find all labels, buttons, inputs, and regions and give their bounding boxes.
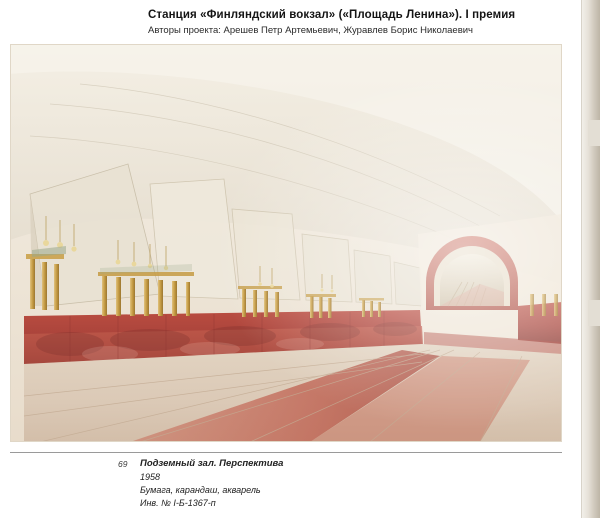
- caption-inventory: Инв. № I-Б-1367-п: [140, 497, 216, 508]
- page-edge-mark: [588, 120, 600, 146]
- caption-title: Подземный зал. Перспектива: [140, 458, 284, 469]
- artwork-plate: [10, 44, 562, 442]
- page-edge-mark: [588, 300, 600, 326]
- page-subtitle: Авторы проекта: Арешев Петр Артемьевич, Журавлев Борис Николаевич: [148, 25, 473, 37]
- caption-year: 1958: [140, 471, 161, 482]
- caption-block: [140, 458, 520, 510]
- caption-rule: [10, 452, 562, 453]
- artwork-illustration: [10, 44, 562, 442]
- page-header: [148, 8, 568, 38]
- caption-number: 69: [118, 459, 128, 469]
- book-page-edge: [582, 0, 600, 518]
- caption-materials: Бумага, карандаш, акварель: [140, 484, 261, 495]
- page-title: Станция «Финляндский вокзал» («Площадь Ленина»). I премия: [148, 9, 516, 21]
